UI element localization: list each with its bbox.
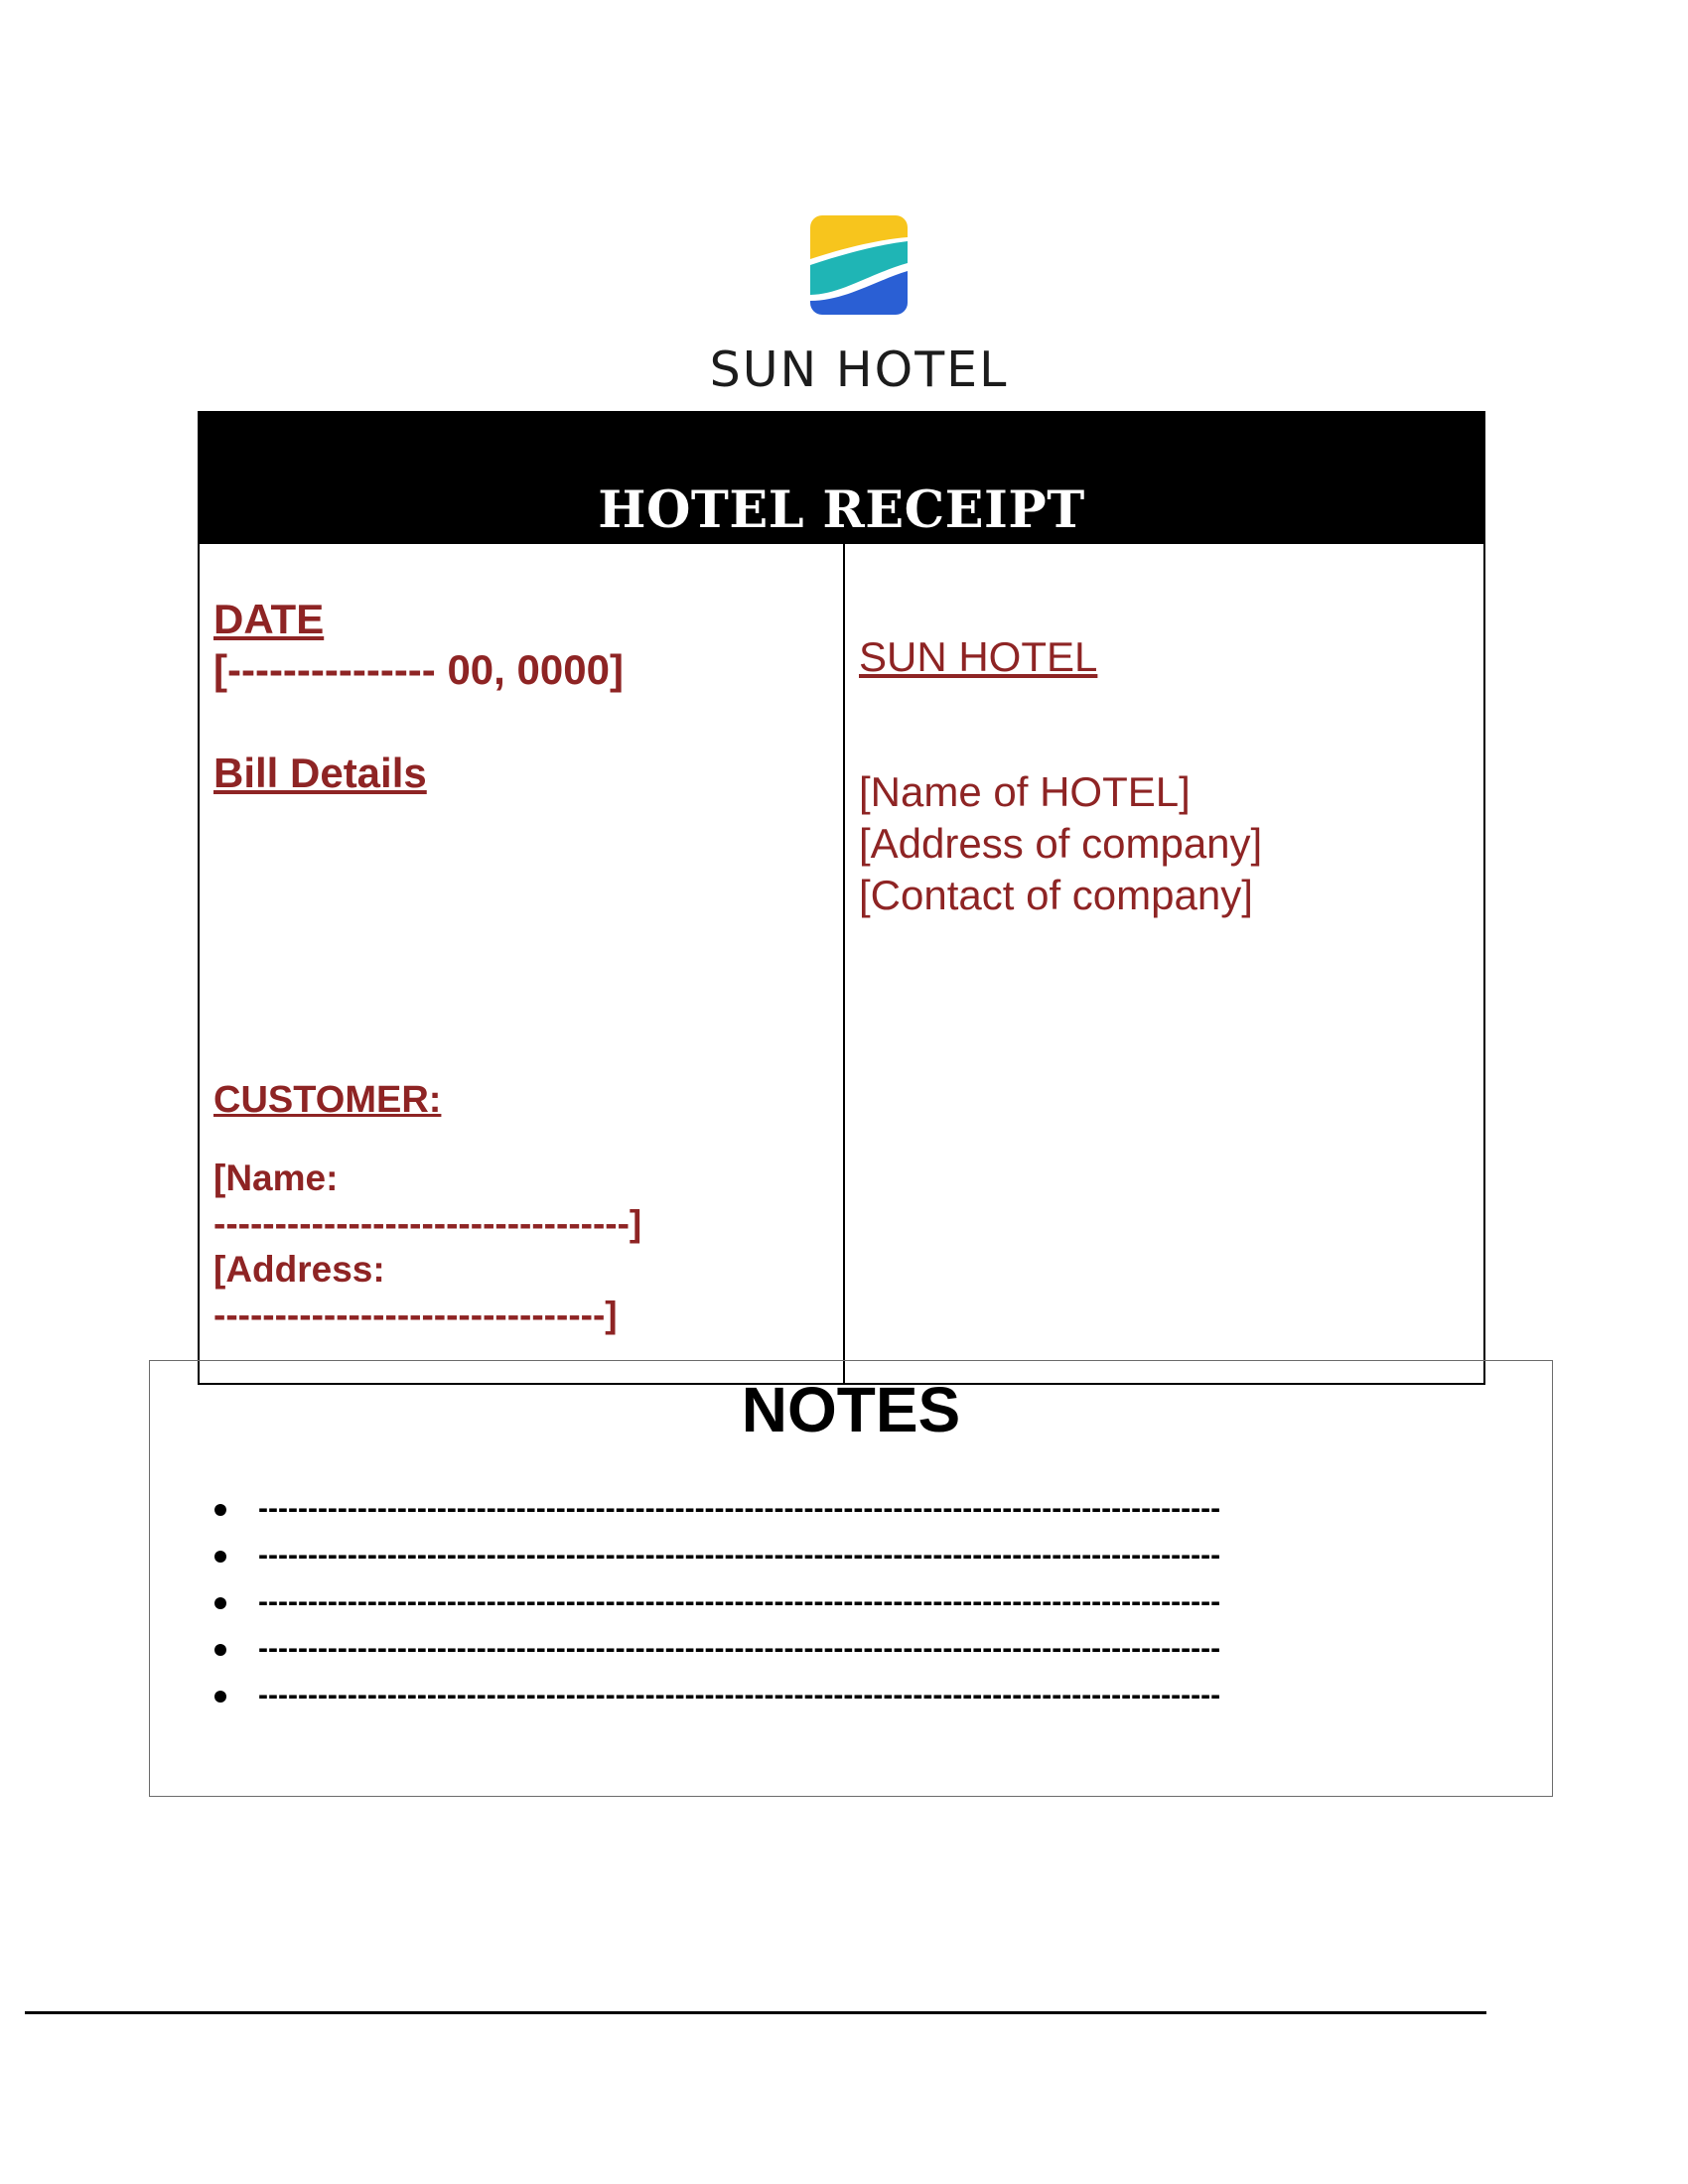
hotel-address-placeholder: [Address of company]: [859, 820, 1263, 867]
hotel-contact-placeholder: [Contact of company]: [859, 872, 1253, 918]
customer-address-label: [Address:: [213, 1249, 385, 1290]
note-line: -------------------------------------------------------------------------------------------------: [258, 1494, 1221, 1524]
bill-details-label: Bill Details: [213, 750, 427, 796]
footer-rule: [25, 2011, 1486, 2014]
bullet-icon: [214, 1691, 226, 1703]
brand-name: SUN HOTEL: [709, 341, 1009, 398]
bullet-icon: [214, 1551, 226, 1563]
list-item: [214, 1492, 1545, 1539]
column-divider: [843, 544, 845, 1383]
list-item: [214, 1679, 1545, 1725]
receipt-title: HOTEL RECEIPT: [598, 480, 1085, 540]
list-item: [214, 1585, 1545, 1632]
bullet-icon: [214, 1504, 226, 1516]
receipt-table: [198, 411, 1485, 1385]
bullet-icon: [214, 1644, 226, 1656]
note-line: -------------------------------------------------------------------------------------------------: [258, 1541, 1221, 1570]
note-line: -------------------------------------------------------------------------------------------------: [258, 1634, 1221, 1664]
note-line: -------------------------------------------------------------------------------------------------: [258, 1681, 1221, 1710]
bullet-icon: [214, 1597, 226, 1609]
note-line: -------------------------------------------------------------------------------------------------: [258, 1587, 1221, 1617]
customer-name-label: [Name:: [213, 1158, 339, 1198]
notes-title: NOTES: [741, 1374, 961, 1445]
list-item: [214, 1632, 1545, 1679]
customer-name-value: ----------------------------------]: [213, 1203, 642, 1244]
receipt-header: [200, 413, 1483, 544]
list-item: [214, 1539, 1545, 1585]
customer-address-value: --------------------------------]: [213, 1295, 618, 1335]
sun-hotel-logo-icon: [810, 215, 908, 315]
notes-list: [214, 1492, 1545, 1725]
hotel-name-placeholder: [Name of HOTEL]: [859, 768, 1191, 815]
customer-label: CUSTOMER:: [213, 1079, 442, 1121]
notes-box: [149, 1360, 1553, 1797]
date-label: DATE: [213, 596, 325, 642]
hotel-label: SUN HOTEL: [859, 633, 1098, 680]
hotel-info: [859, 766, 1262, 921]
date-value: [--------------- 00, 0000]: [213, 646, 624, 693]
